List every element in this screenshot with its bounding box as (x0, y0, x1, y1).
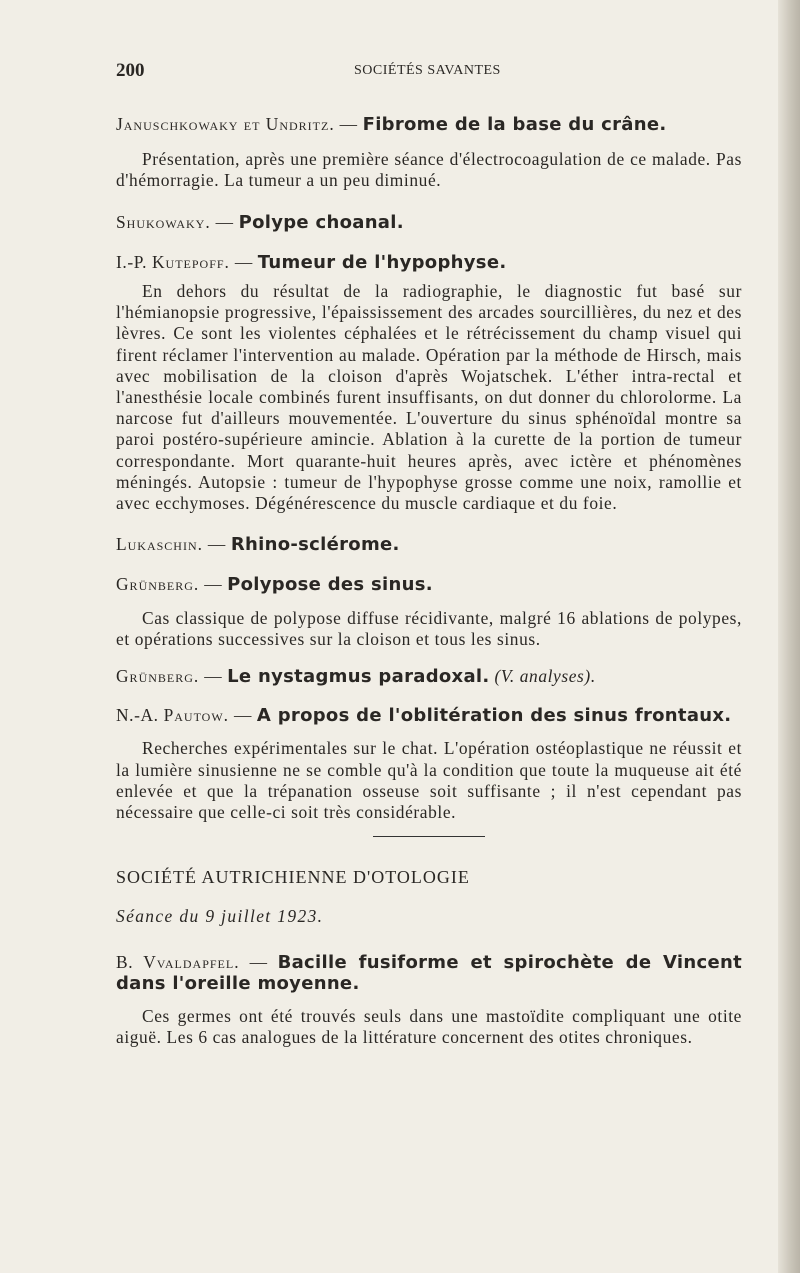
entry-title: Polype choanal. (238, 211, 404, 233)
entry-note: (V. analyses). (494, 666, 596, 687)
entry-author: Lukaschin. (116, 534, 203, 555)
entry-heading: Grünberg. — Le nystagmus paradoxal. (V. analyses). (116, 666, 596, 688)
entry-title: Polypose des sinus. (227, 574, 433, 596)
entry-author: Grünberg. (116, 666, 200, 687)
entry-author: Pautow. (163, 705, 230, 726)
entry-prefix: N.-A. (116, 705, 159, 726)
entry-body: Présentation, après une première séance d'électrocoagulation de ce malade. Pas d'hémorragie. La tumeur a un peu diminué. (116, 149, 742, 191)
entry-body: En dehors du résultat de la radiographie, le diagnostic fut basé sur l'hémianopsie progressive, l'épaississement des arcades sourcillières, du nez et des lèvres. Ce sont les violentes céphalées et le rétrécissement du champ visuel qui firent réclamer l'intervention au malade. Opération par la méthode de Hirsch, mais avec mobilisation de la cloison d'après Wojatschek. L'éther intra-rectal et l'anesthésie locale combinés furent insuffisants, on dut donner du chlorolorme. La narcose fut d'ailleurs mouvementée. L'ouverture du sinus sphénoïdal montre sa paroi postéro-supérieure amincie. Ablation à la curette de la portion de tumeur correspondante. Mort quarante-huit heures après, avec ictère et phénomènes méningés. Autopsie : tumeur de l'hypophyse grosse comme une noix, ramollie et avec ecchymoses. Dégénérescence du muscle cardiaque et du foie. (116, 281, 742, 514)
seance-date: Séance du 9 juillet 1923. (116, 906, 324, 927)
entry-author: Shukowaky. (116, 211, 211, 232)
entry-heading: B. Vvaldapfel. — Bacille fusiforme et spirochète de Vincent dans l'oreille moyenne. (116, 951, 743, 994)
entry-body: Cas classique de polypose diffuse récidivante, malgré 16 ablations de polypes, et opérations successives sur la cloison et tous les sinus. (116, 607, 742, 649)
page-edge-shadow (778, 0, 800, 1273)
entry-title: Fibrome de la base du crâne. (362, 114, 667, 135)
entry-title: Tumeur de l'hypophyse. (257, 251, 507, 273)
entry-author: Januschkowaky et Undritz. (116, 114, 335, 134)
page-number: 200 (116, 60, 145, 81)
section-title: SOCIÉTÉ AUTRICHIENNE D'OTOLOGIE (116, 867, 470, 888)
entry-author: Kutepoff. (151, 251, 230, 272)
entry-title: Le nystagmus paradoxal. (227, 666, 490, 688)
entry-prefix: B. (116, 951, 134, 972)
entry-heading: Januschkowaky et Undritz. — Fibrome de la base du crâne. (116, 114, 667, 135)
entry-author: Grünberg. (116, 574, 200, 595)
entry-heading: N.-A. Pautow. — A propos de l'oblitération des sinus frontaux. (116, 705, 732, 727)
page-content (116, 114, 742, 1049)
entry-heading: I.-P. Kutepoff. — Tumeur de l'hypophyse. (116, 251, 507, 273)
entry-body: Ces germes ont été trouvés seuls dans une mastoïdite compliquant une otite aiguë. Les 6 cas analogues de la littérature concernent des otites chroniques. (116, 1006, 742, 1048)
entry-body: Recherches expérimentales sur le chat. L'opération ostéoplastique ne réussit et la lumière sinusienne ne se comble qu'à la condition que toute la muqueuse ait été enlevée et que la trépanation osseuse soit suffisante ; il n'est cependant pas nécessaire que celle-ci soit très considérable. (116, 738, 742, 823)
entry-author: Vvaldapfel. (143, 951, 240, 972)
section-divider (373, 836, 485, 837)
entry-title: A propos de l'oblitération des sinus frontaux. (256, 705, 732, 727)
entry-title: Rhino-sclérome. (230, 534, 400, 556)
entry-heading: Shukowaky. — Polype choanal. (116, 211, 404, 233)
entry-heading: Lukaschin. — Rhino-sclérome. (116, 534, 400, 556)
page-header (116, 60, 742, 86)
entry-prefix: I.-P. (116, 251, 148, 272)
entry-title: Bacille fusiforme et spirochète de Vincent dans l'oreille moyenne. (116, 951, 743, 994)
entry-heading: Grünberg. — Polypose des sinus. (116, 574, 433, 596)
running-head: SOCIÉTÉS SAVANTES (354, 63, 501, 78)
